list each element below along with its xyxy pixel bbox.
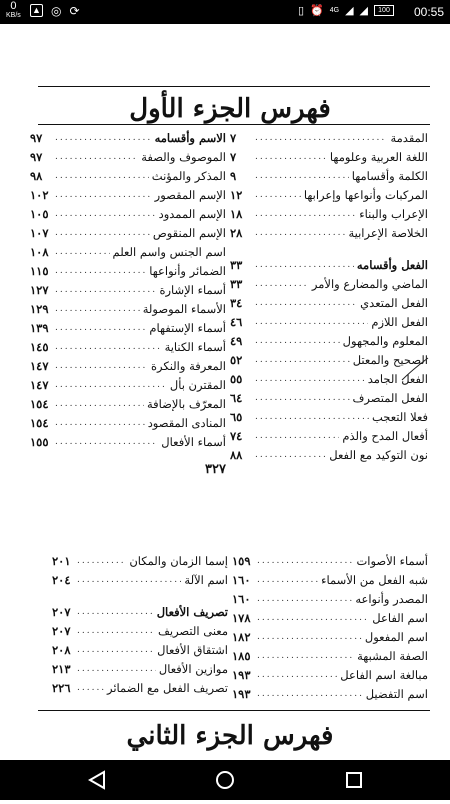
toc-entry-title: المذكر والمؤنث [151,168,226,183]
toc-entry-page-number: ٩ [230,168,237,183]
toc-entry [52,659,228,678]
toc-entry-page-number: ١٤٥ [30,339,49,354]
toc-leader-dots [77,556,126,566]
toc-entry-title: الكلمة وأقسامها [351,168,428,183]
toc-leader-dots [257,651,354,661]
toc-entry-page-number: ١٥٤ [30,415,49,430]
toc-entry-title: الصحيح والمعتل [352,352,428,367]
toc-entry [30,223,226,242]
toc-entry [230,223,428,242]
toc-entry-page-number: ٢٠٧ [52,623,71,638]
toc-entry [30,261,226,280]
toc-entry-title: الإسم المقصور [154,187,226,202]
toc-entry-title: الفعل المتعدي [360,295,428,310]
toc-entry-title: اسم الفاعل [372,610,428,625]
home-icon [195,760,255,800]
toc-leader-dots [55,190,152,200]
status-bar [0,0,450,24]
toc-entry [230,369,428,388]
toc-leader-dots [55,133,152,143]
toc-entry [232,608,428,627]
toc-leader-dots [257,689,363,699]
toc-entry [230,407,428,426]
toc-entry-page-number: ١٠٧ [30,225,49,240]
toc-entry [232,570,428,589]
status-clock: 00:55 [413,5,444,19]
toc-entry [30,318,226,337]
toc-leader-dots [55,361,148,371]
net-speed-indicator [6,1,21,20]
toc-bottom-left-column [52,551,228,697]
toc-entry [30,185,226,204]
toc-entry-title: اسم الجنس واسم العلم [112,244,226,259]
toc-entry [52,602,228,621]
toc-entry [52,678,228,697]
section-gap [230,242,428,255]
toc-entry-page-number: ١٠٥ [30,206,49,221]
toc-entry-page-number: ٢٨ [230,225,243,240]
toc-entry [30,337,226,356]
toc-entry-page-number: ٤٦ [230,314,243,329]
toc-entry [230,388,428,407]
network-type: 4G [329,7,340,14]
toc-leader-dots [55,399,144,409]
back-icon [66,760,126,800]
toc-entry-title: الفعل اللازم [371,314,428,329]
section-gap [52,589,228,602]
toc-top-right-column [230,128,428,464]
toc-entry-title: المنادى المقصود [147,415,226,430]
toc-entry [52,640,228,659]
toc-entry-page-number: ١٢٧ [30,282,49,297]
top-divider [38,86,430,87]
toc-entry [30,432,226,451]
toc-entry [230,312,428,331]
battery-icon [374,5,394,16]
toc-entry-page-number: ١٩٣ [232,667,251,682]
toc-entry-title: نون التوكيد مع الفعل [329,447,428,462]
alarm-icon: ⏰ [310,5,324,17]
toc-entry-title: شبه الفعل من الأسماء [321,572,428,587]
toc-entry-title: الخلاصة الإعرابية [348,225,428,240]
toc-entry-page-number: ١٦٠ [232,572,251,587]
bottom-divider [38,710,430,711]
toc-entry-title: الاسم وأقسامه [154,130,226,145]
signal-icon: ◢ [345,5,354,17]
toc-entry-page-number: ٢٠٤ [52,572,71,587]
toc-entry-title: فعلا التعجب [372,409,428,424]
toc-leader-dots [257,556,353,566]
toc-entry-title: الفعل المتصرف [352,390,428,405]
toc-entry [232,665,428,684]
toc-leader-dots [55,323,146,333]
toc-entry-page-number: ٦٤ [230,390,243,405]
toc-entry-title: الفعل وأقسامه [356,257,428,272]
toc-entry-page-number: ١٩٣ [232,686,251,701]
toc-leader-dots [55,380,167,390]
toc-leader-dots [257,594,352,604]
toc-leader-dots [77,683,104,693]
toc-leader-dots [77,575,181,585]
toc-leader-dots [55,418,145,428]
toc-entry-title: إسما الزمان والمكان [129,553,228,568]
toc-entry [30,413,226,432]
toc-entry-title: أسماء الإستفهام [149,320,226,335]
toc-entry-page-number: ٩٧ [30,149,43,164]
toc-entry-title: اسم التفضيل [365,686,428,701]
toc-entry-title: أسماء الأفعال [161,434,226,449]
toc-leader-dots [255,260,354,270]
toc-entry-title: أسماء الإشارة [159,282,226,297]
toc-leader-dots [257,632,362,642]
toc-entry [230,293,428,312]
toc-leader-dots [255,133,387,143]
toc-entry-title: المعلوم والمجهول [342,333,428,348]
toc-entry [230,274,428,293]
toc-entry-page-number: ١٥٩ [232,553,251,568]
toc-entry-title: المقدمة [390,130,428,145]
toc-entry-page-number: ١٥٥ [30,434,49,449]
toc-entry-page-number: ٢٠٨ [52,642,71,657]
battery-level: 100 [378,7,390,14]
toc-entry-title: الماضي والمضارع والأمر [311,276,428,291]
toc-entry-title: الصفة المشبهة [357,648,428,663]
toc-leader-dots [55,304,140,314]
toc-entry [230,185,428,204]
toc-entry [232,551,428,570]
toc-leader-dots [55,342,162,352]
toc-leader-dots [255,317,368,327]
navigation-bar [0,760,450,800]
title-part-one: فهرس الجزء الأول [129,94,331,124]
toc-leader-dots [255,298,357,308]
toc-entry-page-number: ٤٩ [230,333,243,348]
toc-entry [232,684,428,703]
toc-leader-dots [77,607,154,617]
toc-entry-title: اسم الآلة [184,572,228,587]
toc-entry-title: معنى التصريف [157,623,228,638]
toc-entry-page-number: ١٠٨ [30,244,49,259]
toc-entry-title: اشتقاق الأفعال [157,642,228,657]
recents-button[interactable] [324,760,384,800]
toc-entry [30,299,226,318]
toc-entry-page-number: ١١٥ [30,263,49,278]
toc-entry [230,147,428,166]
page-number: ٣٢٧ [205,462,226,477]
toc-leader-dots [255,450,326,460]
toc-entry-page-number: ٧ [230,149,237,164]
toc-leader-dots [55,171,149,181]
toc-entry [30,128,226,147]
toc-leader-dots [255,374,365,384]
toc-entry-page-number: ٩٨ [30,168,43,183]
toc-entry [232,646,428,665]
toc-entry-page-number: ٢٢٦ [52,680,71,695]
toc-entry-title: الفعل الجامد [367,371,428,386]
toc-entry-page-number: ١٦٠ [232,591,251,606]
toc-leader-dots [257,670,337,680]
recents-icon [324,760,384,800]
toc-entry-title: المعرفة والنكرة [150,358,226,373]
toc-entry-page-number: ١٢٩ [30,301,49,316]
toc-entry-page-number: ٢١٣ [52,661,71,676]
toc-leader-dots [55,152,138,162]
toc-entry-page-number: ٢٠٧ [52,604,71,619]
toc-entry-page-number: ١٤٧ [30,358,49,373]
toc-entry-page-number: ٣٣ [230,276,243,291]
toc-entry-title: الإسم المنقوص [152,225,226,240]
toc-entry-page-number: ١٥٤ [30,396,49,411]
toc-entry [30,375,226,394]
toc-entry-page-number: ٧٤ [230,428,243,443]
toc-entry-title: الأسماء الموصولة [142,301,226,316]
toc-entry [232,589,428,608]
toc-leader-dots [257,575,318,585]
toc-leader-dots [55,209,156,219]
toc-entry-page-number: ١٢ [230,187,243,202]
toc-entry-title: الموصوف والصفة [141,149,226,164]
toc-leader-dots [255,355,350,365]
toc-entry-title: اسم المفعول [364,629,428,644]
toc-leader-dots [55,228,150,238]
toc-entry [30,204,226,223]
back-button[interactable] [66,760,126,800]
toc-entry-page-number: ٣٤ [230,295,243,310]
toc-leader-dots [255,393,350,403]
gallery-icon: ▲ [30,4,43,17]
toc-entry-page-number: ١٤٧ [30,377,49,392]
toc-entry [30,166,226,185]
toc-entry-page-number: ٥٥ [230,371,243,386]
toc-leader-dots [55,247,110,257]
toc-top-left-column [30,128,226,451]
title-part-two: فهرس الجزء الثاني [126,721,334,751]
toc-entry-page-number: ٧ [230,130,237,145]
toc-entry-page-number: ١٧٨ [232,610,251,625]
toc-entry-title: الضمائر وأنواعها [149,263,226,278]
toc-entry [230,166,428,185]
toc-entry [52,570,228,589]
title-underline [38,124,430,125]
toc-entry [230,128,428,147]
toc-entry-page-number: ٨٨ [230,447,243,462]
toc-entry [230,426,428,445]
toc-leader-dots [255,171,349,181]
toc-entry-page-number: ١٠٢ [30,187,49,202]
toc-entry-page-number: ٥٢ [230,352,243,367]
toc-entry [52,551,228,570]
toc-leader-dots [257,613,369,623]
toc-entry-title: الإعراب والبناء [359,206,428,221]
toc-entry-page-number: ٣٣ [230,257,243,272]
toc-entry [232,627,428,646]
signal-icon-2: ◢ [359,5,368,17]
toc-entry-page-number: ٩٧ [30,130,43,145]
toc-entry-title: المعرّف بالإضافة [146,396,226,411]
toc-entry-title: أسماء الأصوات [356,553,428,568]
toc-entry-title: الإسم الممدود [158,206,226,221]
vibrate-icon: ▯ [297,5,305,17]
toc-leader-dots [255,209,356,219]
toc-entry-title: أفعال المدح والذم [342,428,428,443]
toc-entry-title: اللغة العربية وعلومها [329,149,428,164]
toc-leader-dots [77,626,155,636]
toc-leader-dots [255,279,309,289]
pen-mark [400,354,430,384]
toc-leader-dots [77,664,156,674]
toc-leader-dots [255,431,339,441]
toc-entry [230,445,428,464]
toc-leader-dots [255,190,301,200]
toc-entry-title: تصريف الفعل مع الضمائر [106,680,228,695]
toc-entry [30,242,226,261]
toc-leader-dots [255,228,345,238]
toc-entry [30,280,226,299]
toc-entry [230,255,428,274]
toc-leader-dots [55,437,158,447]
net-speed-unit: KB/s [6,12,21,19]
toc-entry [30,394,226,413]
toc-entry-page-number: ١٨٢ [232,629,251,644]
sync-icon: ⟳ [69,4,80,18]
toc-entry-page-number: ١٨ [230,206,243,221]
document-page [0,24,450,760]
toc-entry-title: المركبات وأنواعها وإعرابها [303,187,428,202]
toc-entry [52,621,228,640]
toc-entry [230,331,428,350]
toc-entry-page-number: ٢٠١ [52,553,71,568]
toc-entry-page-number: ١٣٩ [30,320,49,335]
toc-leader-dots [55,285,156,295]
toc-bottom-right-column [232,551,428,703]
toc-leader-dots [77,645,154,655]
toc-entry-title: مبالغة اسم الفاعل [340,667,428,682]
toc-entry-page-number: ١٨٥ [232,648,251,663]
toc-leader-dots [55,266,146,276]
home-button[interactable] [195,760,255,800]
toc-entry-page-number: ٦٥ [230,409,243,424]
toc-entry [30,147,226,166]
net-speed-value: 0 [10,0,17,12]
toc-leader-dots [255,152,327,162]
toc-entry-title: موازين الأفعال [158,661,228,676]
toc-entry [30,356,226,375]
toc-leader-dots [255,336,340,346]
hotspot-icon: ◎ [51,4,62,18]
toc-entry-title: المقترن بأل [169,377,226,392]
toc-leader-dots [255,412,369,422]
toc-entry-title: أسماء الكناية [164,339,226,354]
toc-entry [230,350,428,369]
toc-entry [230,204,428,223]
toc-entry-title: المصدر وأنواعه [355,591,428,606]
toc-entry-title: تصريف الأفعال [156,604,228,619]
